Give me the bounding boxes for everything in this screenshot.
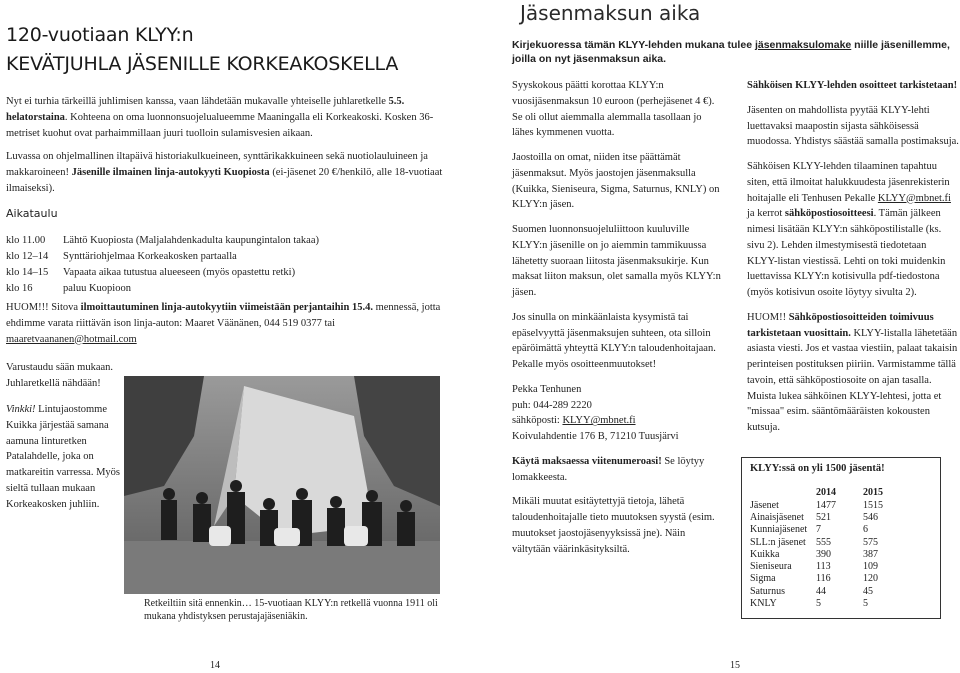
changes-paragraph: Mikäli muutat esitäytettyjä tietoja, lähetä taloudenhoitajalle tieto muutoksen syystä (esim. muutokset jaostojäsenyyksissä jne). Näin vältytään väärinkäsityksiltä. xyxy=(512,496,715,555)
historical-group-photo xyxy=(124,376,440,594)
table-row: Sigma 116 120 xyxy=(750,573,878,585)
section-title: Jäsenmaksun aika xyxy=(520,1,701,25)
fee-paragraph: Syyskokous päätti korottaa KLYY:n vuosijäsenmaksun 10 euroon (perhejäsenet 4 €). Se oli ollut aiemmalla alemmalla tasollaan jo lähes kymmenen vuotta. xyxy=(512,80,715,139)
membership-form-link[interactable]: jäsenmaksulomake xyxy=(754,39,852,51)
contact-email-line: sähköposti: KLYY@mbnet.fi xyxy=(512,415,636,427)
membership-stats-table xyxy=(750,487,903,610)
right-page xyxy=(480,0,960,671)
page-title-line-1: 120-vuotiaan KLYY:n xyxy=(6,24,194,46)
contact-name: Pekka Tenhunen xyxy=(512,383,582,395)
schedule-heading: Aikataulu xyxy=(6,207,58,220)
schedule-row xyxy=(6,233,426,249)
photo-caption: Retkeiltiin sitä ennenkin… 15-vuotiaan KLYY:n retkellä vuonna 1911 oli mukana yhdistyksen perustajajäseniäkin. xyxy=(144,598,438,622)
section-fees-paragraph: Jaostoilla on omat, niiden itse päättämät jäsenmaksut. Myös jaostojen jäsenmaksulla (Kuikka, Sieniseura, Sigma, Saturnus, KNLY) on KLYY:n jäsen. xyxy=(512,152,720,211)
questions-paragraph: Jos sinulla on minkäänlaista kysymistä tai epäselvyyttä jäsenmaksujen suhteen, ota silloin epäröimättä yhteyttä KLYY:n taloudenhoitajaan. Pekalle myös osoitteenmuutokset! xyxy=(512,311,716,370)
schedule-row xyxy=(6,265,426,281)
sll-paragraph: Suomen luonnonsuojeluliittoon kuuluville KLYY:n jäsenille on jo aiemmin tammikuussa lähetetty suoraan liitosta jäsenmaksukirje. Kun maksat liiton maksun, olet samalla myös KLYY:n jäsen. xyxy=(512,224,721,298)
table-row: SLL:n jäsenet 555 575 xyxy=(750,536,878,548)
electronic-email-link[interactable]: KLYY@mbnet.fi xyxy=(877,192,951,204)
electronic-paragraph-2: Sähköisen KLYY-lehden tilaaminen tapahtuu siten, että ilmoitat halukkuudesta jäsenrekisterin hoitajalle eli Tenhusen Pekalle KLYY@mbnet.fi ja kerrot sähköpostiosoitteesi. Tämän jälkeen nimesi lisätään KLYY:n sähköpostilistalle (ks. sivu 2). Lehden ilmestymisestä tiedotetaan KLYY-listan viestissä. Lehti on toki muidenkin luettavissa KLYY:n kotisivulla pdf-tiedostona (myös kotisivun osoite löytyy sivulta 2). xyxy=(747,161,951,298)
registration-notice: HUOM!!! Sitova ilmoittautuminen linja-autokyytiin viimeistään perjantaihin 15.4. mennessä, jotta ehdimme varata riittävän ison linja-auton: Maaret Väänänen, 044 519 0377 tai maaretvaananen@hotmail.com xyxy=(6,302,441,345)
table-header-cell xyxy=(750,487,816,499)
table-row: Sieniseura 113 109 xyxy=(750,561,878,573)
page-title-line-2: KEVÄTJUHLA JÄSENILLE KORKEAKOSKELLA xyxy=(6,53,399,75)
schedule-row xyxy=(6,281,426,297)
schedule-text: Vapaata aikaa tutustua alueeseen (myös opastettu retki) xyxy=(63,267,296,278)
table-row: Saturnus 44 45 xyxy=(750,585,873,597)
page-number: 15 xyxy=(730,660,740,671)
table-header-row xyxy=(750,487,903,499)
schedule-list xyxy=(6,233,426,297)
contact-phone: puh: 044-289 2220 xyxy=(512,399,592,411)
membership-column-left xyxy=(512,78,724,566)
table-row: Ainaisjäsenet 521 546 xyxy=(750,511,878,523)
table-row: Jäsenet 1477 1515 xyxy=(750,499,883,511)
schedule-row xyxy=(6,249,426,265)
membership-column-right xyxy=(747,78,959,445)
table-header-cell: 2015 xyxy=(863,487,883,499)
schedule-text: Lähtö Kuopiosta (Maljalahdenkadulta kaupungintalon takaa) xyxy=(63,235,320,246)
schedule-time: klo 14–15 xyxy=(6,267,49,278)
electronic-paragraph-1: Jäsenten on mahdollista pyytää KLYY-lehti luettavaksi maapostin sijasta sähköisessä muodossa. Yhdistys säästää samalla postimaksuja. xyxy=(747,104,959,148)
stats-box-title: KLYY:ssä on yli 1500 jäsentä! xyxy=(750,463,885,474)
reference-note: Käytä maksaessa viitenumeroasi! Se löytyy lomakkeesta. xyxy=(512,455,705,483)
schedule-text: paluu Kuopioon xyxy=(63,283,131,294)
tip-label: Vinkki! xyxy=(6,404,36,415)
electronic-paragraph-3: HUOM!! Sähköpostiosoitteiden toimivuus tarkistetaan vuosittain. KLYY-listalla lähetetään asiasta viesti. Jos et vastaa viestiin, palaat takaisin perinteisen postituksen piiriin. Varmistamme tällä tavoin, että sähköpostiosoite on ajan tasalla. Muista lukea sähköinen KLYY-lehtesi, jotta et "missaa" esim. sääntömääräisten kokousten kutsuja. xyxy=(747,311,958,433)
table-header-cell: 2014 xyxy=(816,487,836,499)
electronic-magazine-heading: Sähköisen KLYY-lehden osoitteet tarkistetaan! xyxy=(747,80,958,91)
intro-paragraph-2: Luvassa on ohjelmallinen iltapäivä historiakulkueineen, synttärikakkuineen sekä nuotiolauluineen ja makkaroineen! Jäsenille ilmainen linja-autokyyti Kuopiosta (ei-jäsenet 20 €/henkilö, alle 18-vuotiaat ilmaiseksi). xyxy=(6,151,443,194)
page-number: 14 xyxy=(210,660,220,671)
group-photo-image xyxy=(124,376,440,594)
gear-note: Varustaudu sään mukaan. Juhlaretkellä nähdään! xyxy=(6,362,114,389)
schedule-text: Synttäriohjelmaa Korkeakosken partaalla xyxy=(63,251,237,262)
birding-tip: Vinkki! Lintujaostomme Kuikka järjestää samana aamuna linturetken Patalahdelle, joka on matkareitin varressa. Myös sieltä tullaan mukaan Korkeakosken juhliin. xyxy=(6,404,121,510)
table-row: KNLY 5 5 xyxy=(750,598,868,610)
registration-email-link[interactable]: maaretvaananen@hotmail.com xyxy=(6,333,137,345)
contact-email-link[interactable]: KLYY@mbnet.fi xyxy=(562,415,636,427)
schedule-time: klo 16 xyxy=(6,283,33,294)
left-page xyxy=(0,0,480,671)
membership-intro: Kirjekuoressa tämän KLYY-lehden mukana tulee jäsenmaksulomake niille jäsenillemme, joilla on nyt jäsenmaksun aika. xyxy=(512,39,950,65)
contact-address: Koivulahdentie 176 B, 71210 Tuusjärvi xyxy=(512,431,679,442)
intro-paragraph-1: Nyt ei turhia tärkeillä juhlimisen kanssa, vaan lähdetään mukavalle yhteiselle juhlaretkelle 5.5. helatorstaina. Kohteena on oma luonnonsuojelualueemme Maaningalla eli Korkeakoski. Kosken 36-metriset kuohut ovat parhaimmillaan juuri tuolloin sulamisvesien aikaan. xyxy=(6,96,434,139)
table-row: Kunniajäsenet 7 6 xyxy=(750,524,868,536)
membership-stats-box xyxy=(741,457,941,619)
schedule-time: klo 12–14 xyxy=(6,251,49,262)
schedule-time: klo 11.00 xyxy=(6,235,46,246)
table-row: Kuikka 390 387 xyxy=(750,548,878,560)
